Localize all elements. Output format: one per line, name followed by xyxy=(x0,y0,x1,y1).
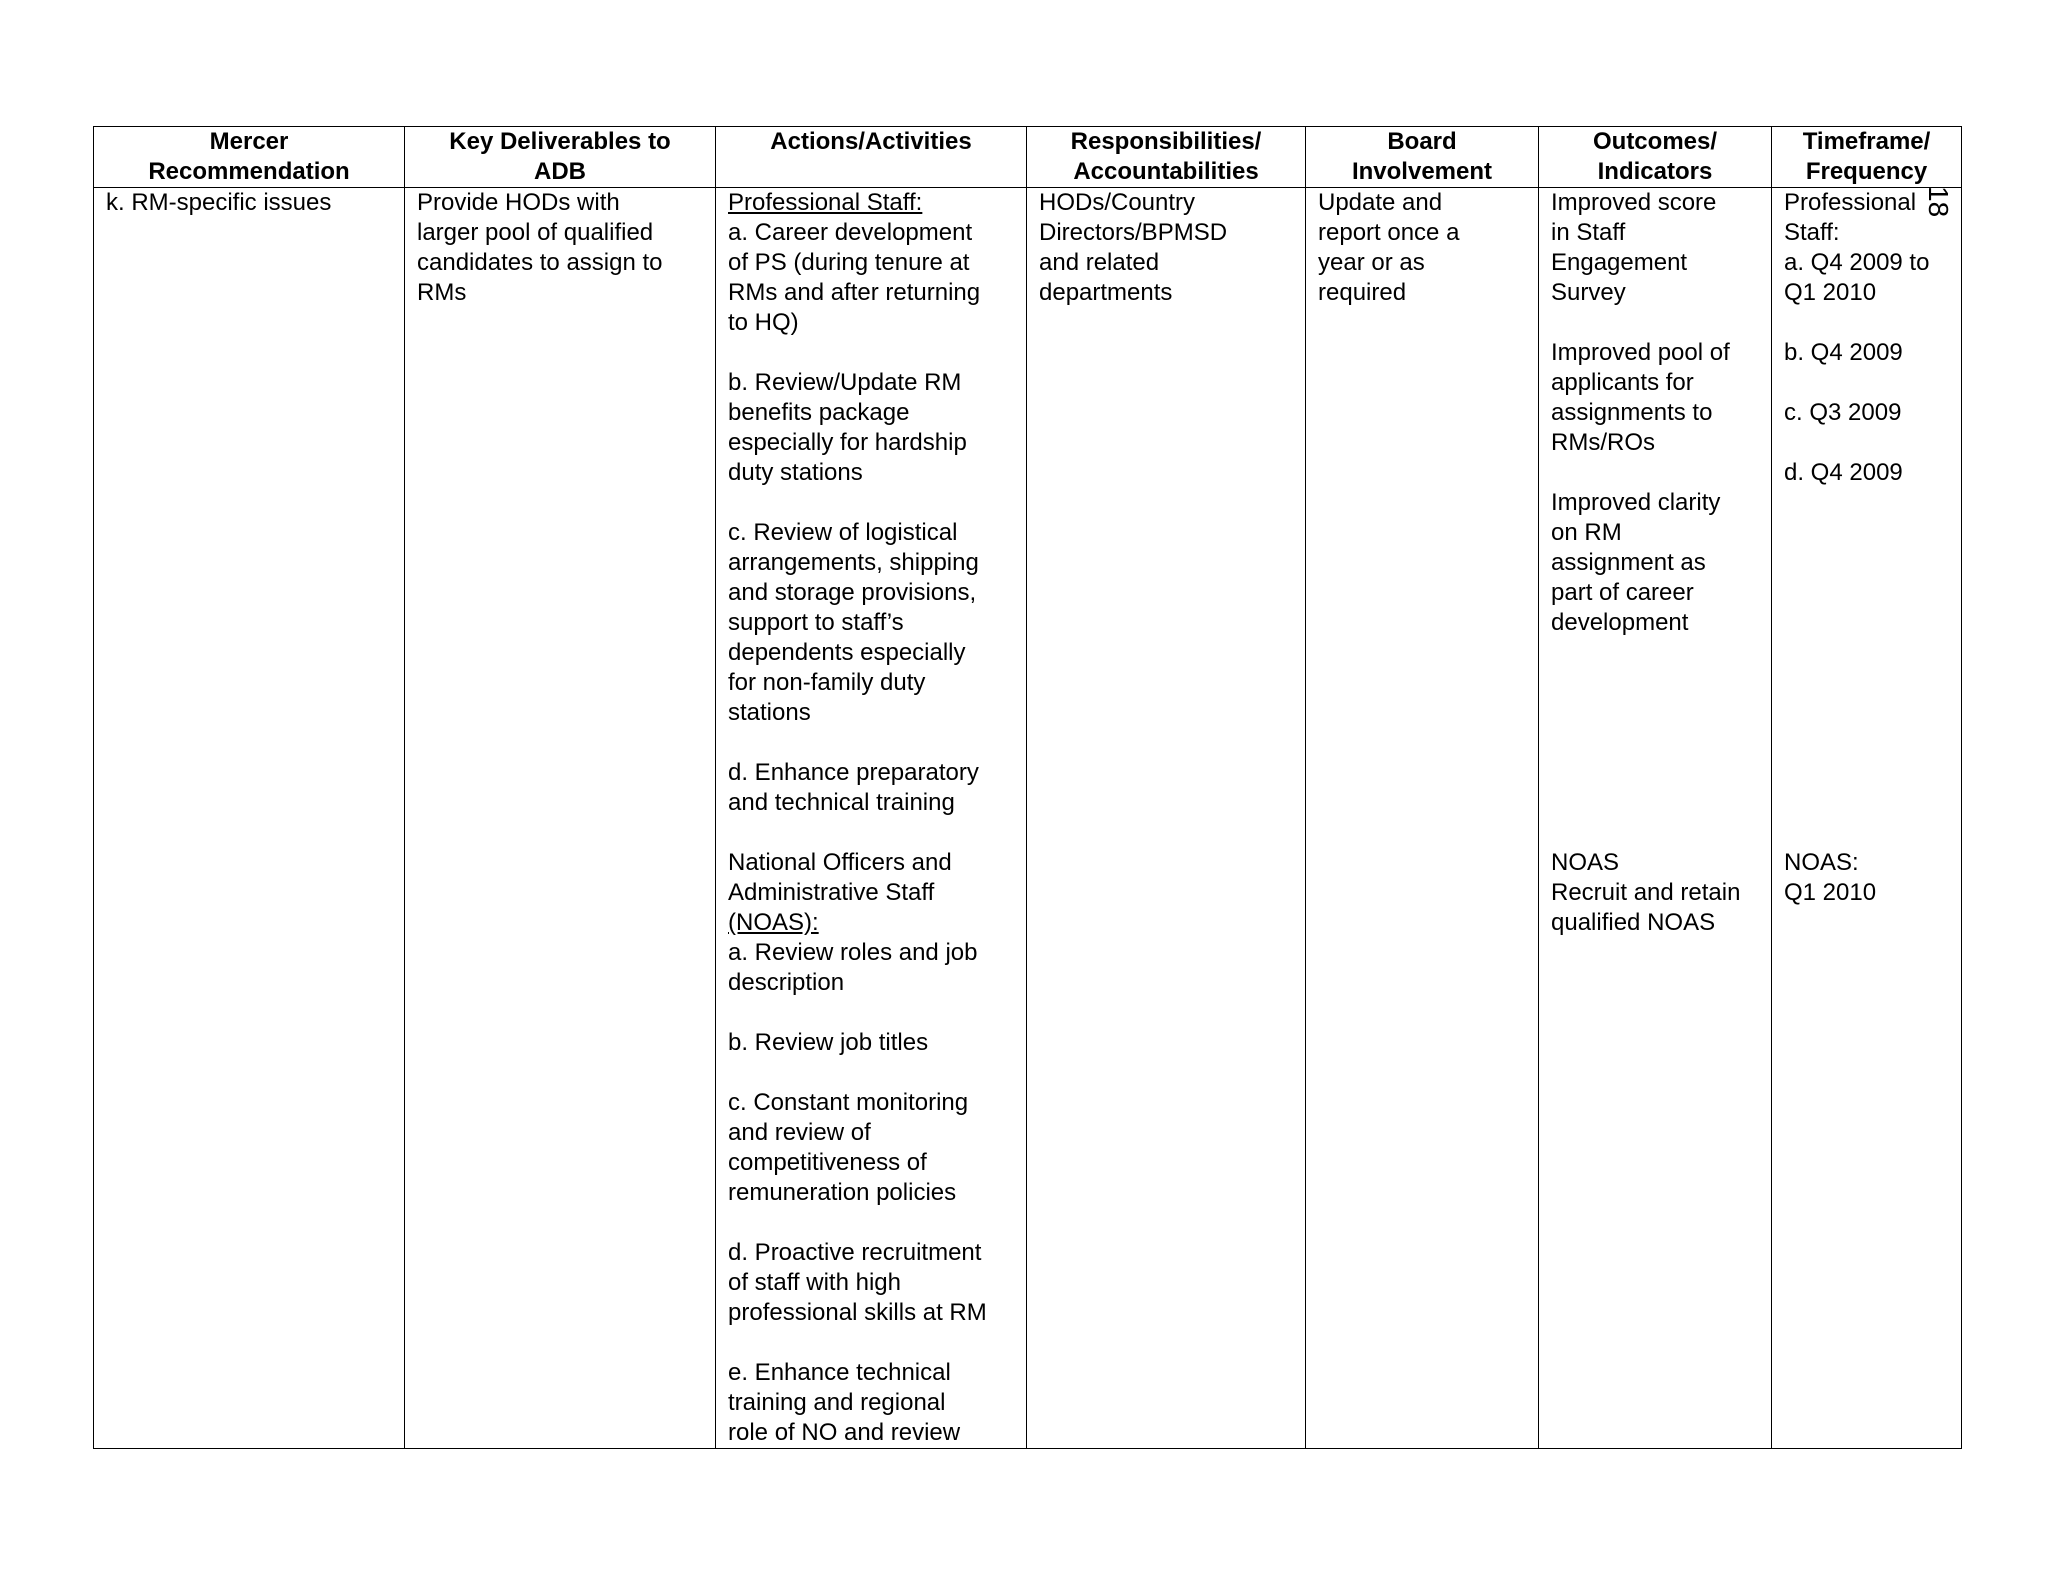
outcome-line: Improved clarity xyxy=(1551,489,1721,516)
board-line: required xyxy=(1318,279,1407,306)
outcome-line: assignment as xyxy=(1551,549,1706,576)
timeframe-line: Professional xyxy=(1784,189,1917,216)
cell-board-involvement xyxy=(1306,188,1539,1449)
header-text: Mercer xyxy=(209,128,289,155)
outcome-line: part of career xyxy=(1551,579,1694,606)
action-line: support to staff’s xyxy=(728,609,904,636)
action-line: a. Career development xyxy=(728,219,973,246)
spacer xyxy=(1784,668,1949,698)
action-line: arrangements, shipping xyxy=(728,549,979,576)
spacer xyxy=(728,998,1014,1028)
header-responsibilities xyxy=(1027,127,1306,188)
spacer xyxy=(1784,728,1949,758)
outcome-line: in Staff xyxy=(1551,219,1626,246)
spacer xyxy=(1551,698,1759,728)
header-text: Key Deliverables to xyxy=(449,128,671,155)
timeframe-line: a. Q4 2009 to xyxy=(1784,249,1930,276)
spacer xyxy=(1551,788,1759,818)
timeframe-line: d. Q4 2009 xyxy=(1784,459,1903,486)
action-line: to HQ) xyxy=(728,309,799,336)
header-key-deliverables xyxy=(405,127,716,188)
header-outcomes-indicators xyxy=(1539,127,1772,188)
spacer xyxy=(1784,608,1949,638)
action-line: and storage provisions, xyxy=(728,579,977,606)
header-text: Board xyxy=(1387,128,1457,155)
action-line: stations xyxy=(728,699,811,726)
noas-heading-line: Administrative Staff xyxy=(728,879,935,906)
board-line: Update and xyxy=(1318,189,1443,216)
spacer xyxy=(1784,368,1949,398)
header-row xyxy=(94,127,1962,188)
spacer xyxy=(1551,308,1759,338)
header-text: ADB xyxy=(534,158,586,185)
outcome-line: assignments to xyxy=(1551,399,1713,426)
action-line: e. Enhance technical xyxy=(728,1359,951,1386)
header-text: Outcomes/ xyxy=(1592,128,1718,155)
action-line: c. Constant monitoring xyxy=(728,1089,969,1116)
spacer xyxy=(728,1058,1014,1088)
spacer xyxy=(728,818,1014,848)
cell-outcomes xyxy=(1539,188,1772,1449)
deliverables-line: RMs xyxy=(417,279,467,306)
action-line: training and regional xyxy=(728,1389,946,1416)
spacer xyxy=(1784,818,1949,848)
outcome-line: qualified NOAS xyxy=(1551,909,1716,936)
responsibility-line: HODs/Country xyxy=(1039,189,1196,216)
outcome-line: Engagement xyxy=(1551,249,1688,276)
cell-timeframe xyxy=(1772,188,1962,1449)
noas-heading-line: National Officers and xyxy=(728,849,952,876)
responsibility-line: departments xyxy=(1039,279,1173,306)
action-line: of PS (during tenure at xyxy=(728,249,970,276)
recommendation-text: k. RM-specific issues xyxy=(106,189,332,216)
outcome-line: Improved pool of xyxy=(1551,339,1730,366)
spacer xyxy=(728,488,1014,518)
timeframe-line: Q1 2010 xyxy=(1784,879,1877,906)
outcome-line: on RM xyxy=(1551,519,1622,546)
header-text: Indicators xyxy=(1597,158,1713,185)
header-text: Recommendation xyxy=(148,158,350,185)
action-line: duty stations xyxy=(728,459,863,486)
spacer xyxy=(1784,488,1949,518)
action-line: for non-family duty xyxy=(728,669,926,696)
action-line: dependents especially xyxy=(728,639,966,666)
action-line: d. Proactive recruitment xyxy=(728,1239,982,1266)
action-line: b. Review/Update RM xyxy=(728,369,962,396)
spacer xyxy=(1551,458,1759,488)
action-line: d. Enhance preparatory xyxy=(728,759,979,786)
header-text: Actions/Activities xyxy=(770,128,972,155)
table-row xyxy=(94,188,1962,1449)
cell-actions xyxy=(716,188,1027,1449)
responsibility-line: Directors/BPMSD xyxy=(1039,219,1228,246)
action-line: a. Review roles and job xyxy=(728,939,978,966)
outcome-line: NOAS xyxy=(1551,849,1620,876)
outcome-line: applicants for xyxy=(1551,369,1694,396)
spacer xyxy=(1551,818,1759,848)
board-line: year or as xyxy=(1318,249,1425,276)
outcome-line: development xyxy=(1551,609,1689,636)
header-timeframe-frequency xyxy=(1772,127,1962,188)
header-board-involvement xyxy=(1306,127,1539,188)
spacer xyxy=(1784,308,1949,338)
page-number: 18 xyxy=(1923,186,1954,218)
spacer xyxy=(1784,698,1949,728)
action-line: and review of xyxy=(728,1119,871,1146)
deliverables-line: candidates to assign to xyxy=(417,249,663,276)
cell-deliverables xyxy=(405,188,716,1449)
action-line: benefits package xyxy=(728,399,910,426)
timeframe-line: Staff: xyxy=(1784,219,1840,246)
spacer xyxy=(1784,518,1949,548)
deliverables-line: larger pool of qualified xyxy=(417,219,654,246)
timeframe-line: NOAS: xyxy=(1784,849,1859,876)
spacer xyxy=(728,1208,1014,1238)
action-line: and technical training xyxy=(728,789,955,816)
action-line: b. Review job titles xyxy=(728,1029,929,1056)
header-text: Involvement xyxy=(1351,158,1493,185)
spacer xyxy=(728,1328,1014,1358)
cell-recommendation xyxy=(94,188,405,1449)
deliverables-line: Provide HODs with xyxy=(417,189,620,216)
header-text: Timeframe/ xyxy=(1802,128,1931,155)
spacer xyxy=(1784,548,1949,578)
spacer xyxy=(728,728,1014,758)
professional-staff-heading: Professional Staff: xyxy=(728,189,923,216)
outcome-line: RMs/ROs xyxy=(1551,429,1655,456)
action-line: competitiveness of xyxy=(728,1149,927,1176)
action-line: RMs and after returning xyxy=(728,279,981,306)
spacer xyxy=(1784,788,1949,818)
spacer xyxy=(1784,758,1949,788)
action-line: professional skills at RM xyxy=(728,1299,987,1326)
action-line: remuneration policies xyxy=(728,1179,957,1206)
spacer xyxy=(1784,578,1949,608)
action-line: especially for hardship xyxy=(728,429,967,456)
spacer xyxy=(1784,638,1949,668)
spacer xyxy=(1784,428,1949,458)
responsibility-line: and related xyxy=(1039,249,1160,276)
spacer xyxy=(1551,668,1759,698)
cell-responsibilities xyxy=(1027,188,1306,1449)
header-mercer-recommendation xyxy=(94,127,405,188)
action-line: of staff with high xyxy=(728,1269,901,1296)
outcome-line: Improved score xyxy=(1551,189,1717,216)
header-actions-activities xyxy=(716,127,1027,188)
action-plan-table xyxy=(93,126,1962,1449)
spacer xyxy=(1551,758,1759,788)
spacer xyxy=(1551,728,1759,758)
header-text: Frequency xyxy=(1805,158,1928,185)
outcome-line: Recruit and retain xyxy=(1551,879,1741,906)
header-text: Responsibilities/ xyxy=(1070,128,1262,155)
action-line: c. Review of logistical xyxy=(728,519,958,546)
noas-heading-abbrev: (NOAS): xyxy=(728,909,819,936)
header-text: Accountabilities xyxy=(1073,158,1259,185)
action-line: description xyxy=(728,969,845,996)
action-line: role of NO and review xyxy=(728,1419,961,1446)
outcome-line: Survey xyxy=(1551,279,1626,306)
timeframe-line: b. Q4 2009 xyxy=(1784,339,1903,366)
spacer xyxy=(728,338,1014,368)
timeframe-line: Q1 2010 xyxy=(1784,279,1877,306)
timeframe-line: c. Q3 2009 xyxy=(1784,399,1902,426)
spacer xyxy=(1551,638,1759,668)
board-line: report once a xyxy=(1318,219,1460,246)
